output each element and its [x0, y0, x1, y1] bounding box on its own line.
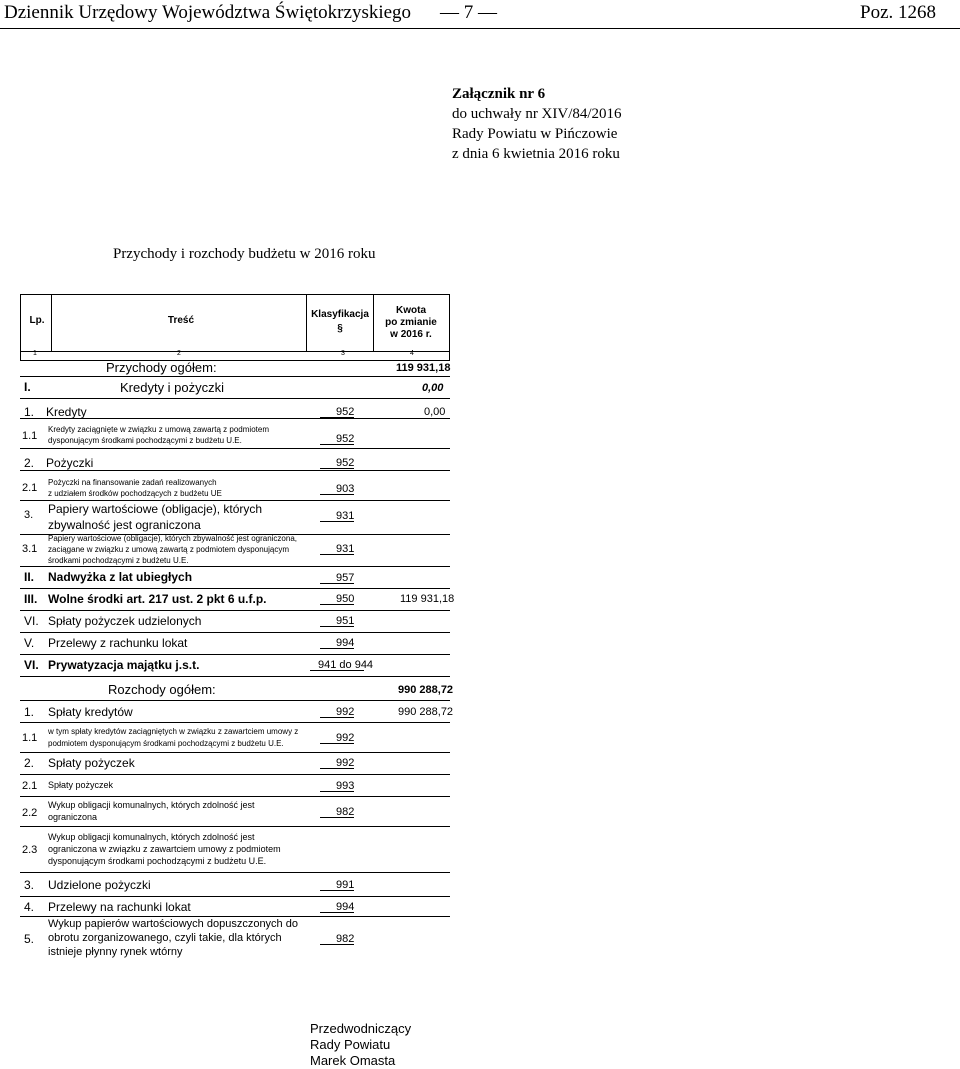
row-text-line: dysponującym środkami pochodzącymi z budżetu U.E.	[48, 856, 267, 866]
row-lp: I.	[24, 380, 31, 394]
row-text-line: w tym spłaty kredytów zaciągniętych w związku z zawartciem umowy z	[48, 727, 299, 736]
revenue-total-label: Przychody ogółem:	[106, 360, 217, 375]
row-lp: 2.3	[22, 844, 38, 856]
row-text: Spłaty pożyczek	[48, 780, 114, 790]
row-amount: 119 931,18	[400, 593, 455, 605]
table-header	[20, 294, 450, 352]
row-text-line: dysponującym środkami pochodzącymi z budżetu U.E.	[48, 436, 242, 445]
row-lp: 5.	[24, 932, 35, 946]
row-text-line: Kredyty zaciągnięte w związku z umową zawartą z podmiotem	[48, 425, 269, 434]
row-lp: 3.	[24, 878, 35, 892]
row-cls: 992	[336, 757, 355, 769]
row-cls: 951	[336, 615, 355, 627]
col-lp: Lp.	[29, 315, 45, 326]
signature-council: Rady Powiatu	[310, 1037, 391, 1052]
row-lp: 2.1	[22, 780, 38, 792]
row-text: Pożyczki	[46, 456, 94, 470]
col-tresc: Treść	[167, 315, 195, 326]
row-cls: 991	[336, 879, 355, 891]
row-text: Udzielone pożyczki	[48, 878, 151, 892]
row-text: Kredyty	[46, 405, 87, 419]
annex-date: z dnia 6 kwietnia 2016 roku	[452, 146, 620, 162]
annex-title: Załącznik nr 6	[452, 86, 546, 102]
row-text: Nadwyżka z lat ubiegłych	[48, 570, 193, 584]
row-cls: 903	[336, 483, 355, 495]
row-text-line: Papiery wartościowe (obligacje), których zbywalność jest ograniczona,	[48, 534, 297, 543]
signature-name: Marek Omasta	[310, 1053, 396, 1068]
row-cls: 950	[336, 593, 355, 605]
row-text-line: ograniczona w związku z zawartciem umowy z podmiotem	[48, 844, 281, 854]
row-text-line: Wykup obligacji komunalnych, których zdolność jest	[48, 832, 255, 842]
row-text: Spłaty pożyczek udzielonych	[48, 614, 202, 628]
row-amount: 0,00	[422, 382, 444, 394]
row-cls: 993	[336, 780, 355, 792]
row-lp: VI.	[24, 614, 39, 628]
row-lp: V.	[24, 636, 35, 650]
row-amount: 0,00	[424, 406, 446, 418]
row-cls: 931	[336, 543, 355, 555]
row-lp: 3.1	[22, 543, 38, 555]
page-header	[0, 0, 960, 29]
signature-block	[310, 1021, 411, 1069]
row-text-line: obrotu zorganizowanego, czyli takie, dla których	[48, 932, 282, 944]
row-text: Przelewy na rachunki lokat	[48, 900, 191, 914]
row-cls: 994	[336, 637, 355, 649]
colnum-3: 3	[341, 350, 345, 357]
row-lp: 2.	[24, 456, 35, 470]
row-lp: 4.	[24, 900, 35, 914]
col-klasyfikacja: Klasyfikacja	[311, 309, 369, 320]
row-text-line: Wykup obligacji komunalnych, których zdolność jest	[48, 800, 255, 810]
row-cls: 994	[336, 901, 355, 913]
annex-council: Rady Powiatu w Pińczowie	[452, 126, 618, 142]
row-lp: 2.2	[22, 807, 38, 819]
annex-resolution: do uchwały nr XIV/84/2016	[452, 106, 622, 122]
row-lp: II.	[24, 570, 35, 584]
colnum-1: 1	[33, 350, 37, 357]
col-paragraph: §	[337, 323, 343, 334]
row-text: Kredyty i pożyczki	[120, 380, 225, 395]
row-cls: 931	[336, 510, 355, 522]
row-amount: 990 288,72	[398, 706, 454, 718]
row-text-line: z udziałem środków pochodzących z budżetu UE	[48, 489, 222, 498]
position-number: Poz. 1268	[860, 2, 936, 23]
row-text: Prywatyzacja majątku j.s.t.	[48, 658, 200, 672]
row-lp: III.	[24, 592, 38, 606]
row-lp: 2.1	[22, 482, 38, 494]
row-lp: 1.1	[22, 430, 38, 442]
page-title: Przychody i rozchody budżetu w 2016 roku	[113, 246, 376, 262]
row-cls: 941 do 944	[318, 659, 374, 671]
row-text-line: środkami pochodzącymi z budżetu U.E.	[48, 556, 189, 565]
row-cls: 952	[336, 406, 355, 418]
row-text-line: Wykup papierów wartościowych dopuszczonych do	[48, 918, 298, 930]
expense-total-value: 990 288,72	[398, 684, 454, 696]
row-text: Spłaty pożyczek	[48, 756, 135, 770]
column-numbers	[20, 350, 450, 361]
signature-role: Przedwodniczący	[310, 1021, 412, 1036]
row-cls: 992	[336, 706, 355, 718]
expense-total-label: Rozchody ogółem:	[108, 682, 216, 697]
colnum-4: 4	[410, 350, 414, 357]
row-lp: 3.	[24, 509, 34, 521]
row-cls: 982	[336, 806, 355, 818]
row-cls: 982	[336, 933, 355, 945]
row-text-line: istnieje płynny rynek wtórny	[48, 946, 183, 958]
row-text-line: Papiery wartościowe (obligacje), których	[48, 502, 263, 516]
journal-name: Dziennik Urzędowy Województwa Świętokrzyskiego	[4, 2, 412, 23]
row-cls: 992	[336, 732, 355, 744]
row-cls: 957	[336, 572, 355, 584]
row-text: Wolne środki art. 217 ust. 2 pkt 6 u.f.p.	[48, 592, 267, 606]
row-text: Spłaty kredytów	[48, 705, 133, 719]
row-lp: 1.	[24, 705, 35, 719]
row-text-line: podmiotem dysponującym środkami pochodzącymi z budżetu U.E.	[48, 739, 284, 748]
col-kwota-rok: w 2016 r.	[390, 329, 432, 340]
row-lp: 1.	[24, 405, 35, 419]
row-cls: 952	[336, 433, 355, 445]
row-lp: 1.1	[22, 732, 38, 744]
row-text: Przelewy z rachunku lokat	[48, 636, 188, 650]
row-text-line: ograniczona	[48, 812, 98, 822]
row-text-line: zbywalność jest ograniczona	[48, 518, 201, 532]
colnum-2: 2	[177, 350, 181, 357]
row-cls: 952	[336, 457, 355, 469]
row-text-line: zaciągane w związku z umową zawartą z podmiotem dysponującym	[48, 545, 289, 554]
col-kwota-po-zmianie: po zmianie	[385, 317, 437, 328]
page-number: — 7 —	[440, 2, 497, 23]
annex-block	[452, 84, 622, 164]
col-kwota: Kwota	[396, 305, 426, 316]
row-text-line: Pożyczki na finansowanie zadań realizowanych	[48, 478, 217, 487]
row-lp: 2.	[24, 756, 35, 770]
row-lp: VI.	[24, 658, 39, 672]
revenue-total-value: 119 931,18	[396, 362, 451, 374]
